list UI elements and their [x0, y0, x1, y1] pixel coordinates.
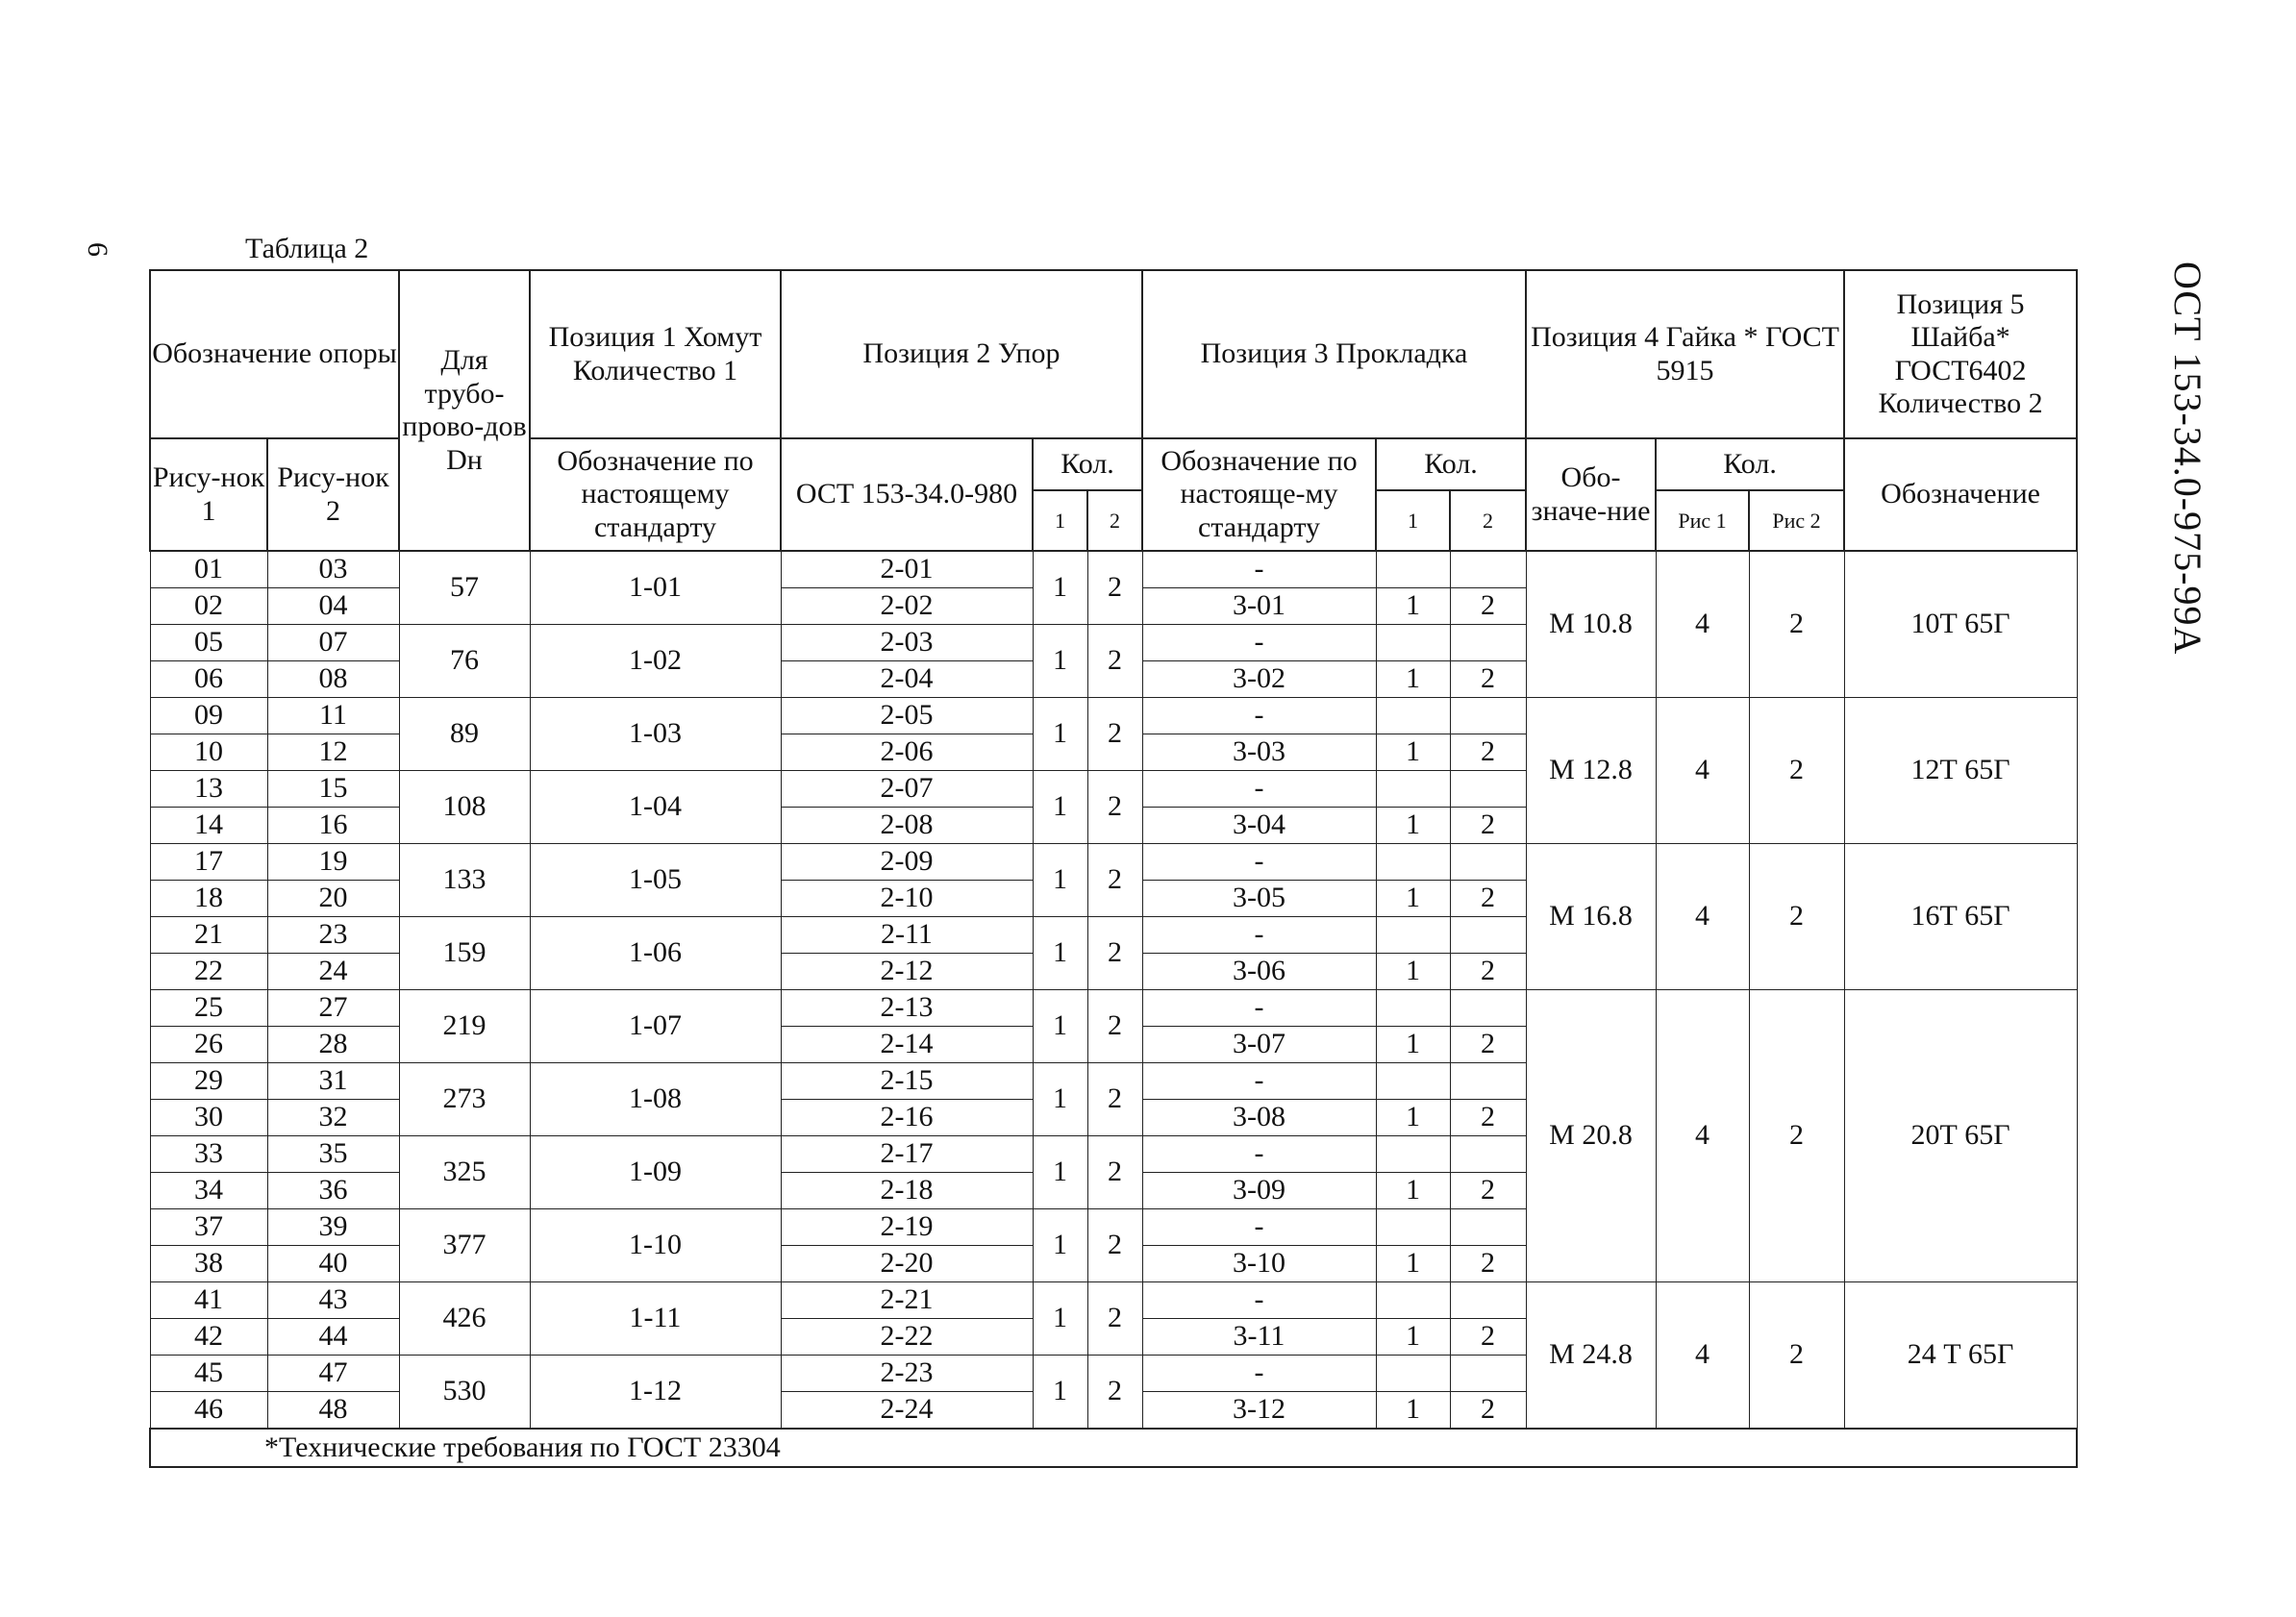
footnote: *Технические требования по ГОСТ 23304 [150, 1429, 2077, 1467]
cell-pos3-kol-1: 1 [1376, 588, 1450, 625]
cell-pos4-ris2: 2 [1749, 551, 1844, 698]
cell-pos3: - [1142, 771, 1376, 808]
cell-pos2-kol-1: 1 [1033, 625, 1087, 698]
cell-pos3-kol-1: 1 [1376, 734, 1450, 771]
cell-pos2: 2-18 [781, 1173, 1033, 1209]
cell-pos2-kol-1: 1 [1033, 1209, 1087, 1282]
cell-risunok-2: 15 [267, 771, 399, 808]
table-row [150, 1282, 2077, 1319]
cell-pos3: - [1142, 1136, 1376, 1173]
cell-pos3: 3-12 [1142, 1392, 1376, 1430]
cell-dn: 377 [399, 1209, 530, 1282]
cell-pos2: 2-16 [781, 1100, 1033, 1136]
cell-pos1: 1-06 [530, 917, 781, 990]
cell-pos3-kol-2: 2 [1450, 734, 1526, 771]
cell-pos2-kol-2: 2 [1087, 1282, 1142, 1356]
cell-pos2: 2-12 [781, 954, 1033, 990]
cell-pos4-oboz: М 16.8 [1526, 844, 1656, 990]
cell-risunok-1: 01 [150, 551, 267, 588]
cell-risunok-1: 10 [150, 734, 267, 771]
cell-pos2: 2-15 [781, 1063, 1033, 1100]
cell-pos2: 2-24 [781, 1392, 1033, 1430]
cell-risunok-2: 12 [267, 734, 399, 771]
header-pos3-kol: Кол. [1376, 438, 1526, 490]
cell-pos5-oboz: 16Т 65Г [1844, 844, 2077, 990]
header-pos2-ost: ОСТ 153-34.0-980 [781, 438, 1033, 551]
cell-pos4-ris2: 2 [1749, 698, 1844, 844]
cell-pos3-kol-2 [1450, 917, 1526, 954]
header-pos3-oboz: Обозначение по настояще-му стандарту [1142, 438, 1376, 551]
cell-pos3-kol-1 [1376, 625, 1450, 661]
table-row [150, 844, 2077, 881]
cell-dn: 325 [399, 1136, 530, 1209]
cell-pos2-kol-2: 2 [1087, 1209, 1142, 1282]
cell-pos1: 1-07 [530, 990, 781, 1063]
cell-pos1: 1-11 [530, 1282, 781, 1356]
cell-pos2: 2-21 [781, 1282, 1033, 1319]
header-pos1: Позиция 1 Хомут Количество 1 [530, 270, 781, 438]
cell-pos2: 2-11 [781, 917, 1033, 954]
cell-pos3: 3-01 [1142, 588, 1376, 625]
cell-pos4-ris2: 2 [1749, 990, 1844, 1282]
cell-pos2-kol-1: 1 [1033, 1356, 1087, 1430]
cell-pos3-kol-1 [1376, 771, 1450, 808]
cell-pos2: 2-19 [781, 1209, 1033, 1246]
cell-pos4-ris1: 4 [1656, 698, 1749, 844]
cell-pos1: 1-05 [530, 844, 781, 917]
cell-risunok-2: 32 [267, 1100, 399, 1136]
cell-pos2: 2-23 [781, 1356, 1033, 1392]
cell-pos3: - [1142, 1209, 1376, 1246]
cell-pos2-kol-1: 1 [1033, 698, 1087, 771]
cell-pos3: 3-05 [1142, 881, 1376, 917]
header-pos3-kol-2: 2 [1450, 490, 1526, 551]
cell-risunok-1: 18 [150, 881, 267, 917]
cell-pos4-oboz: М 24.8 [1526, 1282, 1656, 1430]
cell-pos2-kol-2: 2 [1087, 917, 1142, 990]
cell-pos5-oboz: 10Т 65Г [1844, 551, 2077, 698]
header-risunok-2: Рису-нок 2 [267, 438, 399, 551]
header-pos5: Позиция 5 Шайба* ГОСТ6402 Количество 2 [1844, 270, 2077, 438]
cell-risunok-2: 24 [267, 954, 399, 990]
cell-pos3: 3-08 [1142, 1100, 1376, 1136]
header-pos4: Позиция 4 Гайка * ГОСТ 5915 [1526, 270, 1844, 438]
cell-risunok-2: 43 [267, 1282, 399, 1319]
cell-pos4-ris1: 4 [1656, 1282, 1749, 1430]
cell-risunok-2: 03 [267, 551, 399, 588]
cell-pos2: 2-07 [781, 771, 1033, 808]
cell-pos2-kol-2: 2 [1087, 1136, 1142, 1209]
cell-pos3-kol-1 [1376, 1136, 1450, 1173]
cell-pos3-kol-2: 2 [1450, 588, 1526, 625]
cell-pos2-kol-1: 1 [1033, 844, 1087, 917]
cell-pos1: 1-10 [530, 1209, 781, 1282]
cell-risunok-2: 35 [267, 1136, 399, 1173]
cell-pos2-kol-2: 2 [1087, 990, 1142, 1063]
cell-pos5-oboz: 24 Т 65Г [1844, 1282, 2077, 1430]
cell-pos3-kol-1: 1 [1376, 954, 1450, 990]
cell-risunok-1: 46 [150, 1392, 267, 1430]
header-pos3: Позиция 3 Прокладка [1142, 270, 1526, 438]
cell-pos3-kol-1 [1376, 551, 1450, 588]
cell-risunok-2: 47 [267, 1356, 399, 1392]
cell-pos2-kol-1: 1 [1033, 551, 1087, 625]
header-risunok-1: Рису-нок 1 [150, 438, 267, 551]
cell-dn: 89 [399, 698, 530, 771]
cell-pos3-kol-1 [1376, 990, 1450, 1027]
cell-pos3-kol-2: 2 [1450, 881, 1526, 917]
header-pos4-oboz: Обо-значе-ние [1526, 438, 1656, 551]
cell-pos3-kol-1 [1376, 917, 1450, 954]
table-row [150, 990, 2077, 1027]
cell-dn: 426 [399, 1282, 530, 1356]
cell-pos3: 3-06 [1142, 954, 1376, 990]
cell-pos3-kol-2: 2 [1450, 1173, 1526, 1209]
cell-pos2: 2-03 [781, 625, 1033, 661]
cell-risunok-2: 08 [267, 661, 399, 698]
cell-pos2: 2-04 [781, 661, 1033, 698]
cell-pos3: - [1142, 1063, 1376, 1100]
cell-pos3-kol-1 [1376, 698, 1450, 734]
cell-dn: 273 [399, 1063, 530, 1136]
cell-pos3: - [1142, 1356, 1376, 1392]
cell-pos2: 2-05 [781, 698, 1033, 734]
cell-pos2-kol-2: 2 [1087, 698, 1142, 771]
cell-pos1: 1-03 [530, 698, 781, 771]
cell-risunok-1: 13 [150, 771, 267, 808]
cell-pos4-oboz: М 12.8 [1526, 698, 1656, 844]
cell-dn: 159 [399, 917, 530, 990]
cell-pos2: 2-08 [781, 808, 1033, 844]
cell-pos3-kol-1 [1376, 844, 1450, 881]
cell-pos3: - [1142, 844, 1376, 881]
cell-pos2-kol-2: 2 [1087, 625, 1142, 698]
specification-table [149, 269, 2078, 1468]
cell-pos1: 1-04 [530, 771, 781, 844]
cell-risunok-1: 06 [150, 661, 267, 698]
cell-pos3-kol-2 [1450, 990, 1526, 1027]
cell-risunok-1: 42 [150, 1319, 267, 1356]
cell-risunok-1: 17 [150, 844, 267, 881]
cell-dn: 530 [399, 1356, 530, 1430]
header-pos2-kol: Кол. [1033, 438, 1142, 490]
cell-dn: 57 [399, 551, 530, 625]
table-body [150, 551, 2077, 1429]
cell-pos3: 3-04 [1142, 808, 1376, 844]
cell-risunok-2: 28 [267, 1027, 399, 1063]
cell-pos2: 2-14 [781, 1027, 1033, 1063]
cell-dn: 133 [399, 844, 530, 917]
cell-pos3-kol-2: 2 [1450, 1246, 1526, 1282]
cell-pos3: 3-02 [1142, 661, 1376, 698]
cell-risunok-1: 38 [150, 1246, 267, 1282]
cell-pos4-ris1: 4 [1656, 844, 1749, 990]
cell-risunok-2: 44 [267, 1319, 399, 1356]
cell-risunok-2: 39 [267, 1209, 399, 1246]
cell-pos3-kol-1: 1 [1376, 1319, 1450, 1356]
cell-pos2: 2-17 [781, 1136, 1033, 1173]
cell-pos3-kol-1: 1 [1376, 661, 1450, 698]
cell-pos4-ris2: 2 [1749, 844, 1844, 990]
cell-risunok-1: 30 [150, 1100, 267, 1136]
cell-risunok-2: 27 [267, 990, 399, 1027]
cell-pos2: 2-22 [781, 1319, 1033, 1356]
cell-pos2: 2-09 [781, 844, 1033, 881]
cell-pos1: 1-01 [530, 551, 781, 625]
cell-pos2-kol-1: 1 [1033, 1063, 1087, 1136]
cell-pos3-kol-2 [1450, 1136, 1526, 1173]
cell-pos3: 3-10 [1142, 1246, 1376, 1282]
cell-pos3-kol-2 [1450, 551, 1526, 588]
cell-pos2: 2-02 [781, 588, 1033, 625]
cell-pos3-kol-2: 2 [1450, 808, 1526, 844]
page-number: 6 [82, 242, 113, 257]
cell-risunok-2: 40 [267, 1246, 399, 1282]
cell-pos3-kol-2 [1450, 625, 1526, 661]
cell-risunok-1: 33 [150, 1136, 267, 1173]
cell-pos1: 1-12 [530, 1356, 781, 1430]
cell-pos3-kol-2 [1450, 1063, 1526, 1100]
cell-pos3: - [1142, 551, 1376, 588]
cell-pos2-kol-1: 1 [1033, 990, 1087, 1063]
cell-pos4-ris2: 2 [1749, 1282, 1844, 1430]
cell-dn: 108 [399, 771, 530, 844]
cell-risunok-1: 34 [150, 1173, 267, 1209]
header-pos2-kol-2: 2 [1087, 490, 1142, 551]
cell-risunok-1: 25 [150, 990, 267, 1027]
cell-pos3-kol-2: 2 [1450, 1027, 1526, 1063]
header-pos2-kol-1: 1 [1033, 490, 1087, 551]
cell-risunok-1: 09 [150, 698, 267, 734]
cell-risunok-1: 02 [150, 588, 267, 625]
cell-pos2: 2-06 [781, 734, 1033, 771]
cell-pos2: 2-10 [781, 881, 1033, 917]
cell-pos3: - [1142, 1282, 1376, 1319]
cell-pos1: 1-08 [530, 1063, 781, 1136]
cell-pos2-kol-1: 1 [1033, 917, 1087, 990]
cell-risunok-2: 16 [267, 808, 399, 844]
cell-risunok-2: 48 [267, 1392, 399, 1430]
header-pos1-oboz: Обозначение по настоящему стандарту [530, 438, 781, 551]
cell-pos3-kol-2 [1450, 844, 1526, 881]
header-oboznachenie-opory: Обозначение опоры [150, 270, 399, 438]
document-code: ОСТ 153-34.0-975-99А [2166, 261, 2209, 656]
cell-pos4-oboz: М 20.8 [1526, 990, 1656, 1282]
cell-risunok-1: 14 [150, 808, 267, 844]
cell-pos3: 3-03 [1142, 734, 1376, 771]
cell-risunok-1: 41 [150, 1282, 267, 1319]
table-row [150, 551, 2077, 588]
cell-risunok-1: 29 [150, 1063, 267, 1100]
header-dn: Для трубо-прово-дов Dн [399, 270, 530, 551]
cell-risunok-2: 36 [267, 1173, 399, 1209]
cell-pos3: 3-09 [1142, 1173, 1376, 1209]
cell-risunok-2: 04 [267, 588, 399, 625]
header-pos4-kol: Кол. [1656, 438, 1844, 490]
cell-pos3: - [1142, 698, 1376, 734]
cell-pos3-kol-1: 1 [1376, 881, 1450, 917]
cell-pos2-kol-2: 2 [1087, 1356, 1142, 1430]
cell-pos3-kol-2: 2 [1450, 1100, 1526, 1136]
cell-risunok-2: 07 [267, 625, 399, 661]
cell-pos3: - [1142, 625, 1376, 661]
cell-pos3-kol-1 [1376, 1209, 1450, 1246]
header-pos4-ris2: Рис 2 [1749, 490, 1844, 551]
cell-pos3-kol-2 [1450, 698, 1526, 734]
cell-pos4-oboz: М 10.8 [1526, 551, 1656, 698]
cell-pos3-kol-1: 1 [1376, 1100, 1450, 1136]
cell-risunok-2: 19 [267, 844, 399, 881]
cell-pos3-kol-2: 2 [1450, 954, 1526, 990]
cell-pos5-oboz: 20Т 65Г [1844, 990, 2077, 1282]
cell-pos3-kol-2: 2 [1450, 661, 1526, 698]
cell-pos2: 2-13 [781, 990, 1033, 1027]
header-pos3-kol-1: 1 [1376, 490, 1450, 551]
cell-pos3-kol-1: 1 [1376, 1027, 1450, 1063]
cell-pos2: 2-01 [781, 551, 1033, 588]
cell-pos3-kol-2 [1450, 771, 1526, 808]
table-row [150, 698, 2077, 734]
header-pos5-oboz: Обозначение [1844, 438, 2077, 551]
cell-pos3-kol-2 [1450, 1356, 1526, 1392]
cell-pos3-kol-2: 2 [1450, 1392, 1526, 1430]
cell-pos3: - [1142, 917, 1376, 954]
cell-pos1: 1-02 [530, 625, 781, 698]
cell-pos3: - [1142, 990, 1376, 1027]
cell-pos4-ris1: 4 [1656, 990, 1749, 1282]
cell-pos2-kol-1: 1 [1033, 771, 1087, 844]
cell-risunok-1: 37 [150, 1209, 267, 1246]
cell-pos5-oboz: 12Т 65Г [1844, 698, 2077, 844]
cell-pos3: 3-11 [1142, 1319, 1376, 1356]
cell-pos3-kol-1: 1 [1376, 808, 1450, 844]
cell-pos2-kol-1: 1 [1033, 1282, 1087, 1356]
cell-pos2-kol-2: 2 [1087, 1063, 1142, 1136]
cell-pos2-kol-2: 2 [1087, 844, 1142, 917]
cell-risunok-2: 20 [267, 881, 399, 917]
cell-pos1: 1-09 [530, 1136, 781, 1209]
cell-risunok-1: 26 [150, 1027, 267, 1063]
cell-risunok-1: 22 [150, 954, 267, 990]
cell-risunok-2: 11 [267, 698, 399, 734]
cell-risunok-2: 23 [267, 917, 399, 954]
cell-pos3-kol-1 [1376, 1282, 1450, 1319]
cell-pos2-kol-2: 2 [1087, 771, 1142, 844]
table-caption: Таблица 2 [245, 233, 369, 264]
cell-pos2: 2-20 [781, 1246, 1033, 1282]
cell-risunok-1: 05 [150, 625, 267, 661]
cell-pos3-kol-2: 2 [1450, 1319, 1526, 1356]
cell-risunok-1: 45 [150, 1356, 267, 1392]
cell-pos3-kol-1: 1 [1376, 1173, 1450, 1209]
header-pos4-ris1: Рис 1 [1656, 490, 1749, 551]
cell-pos2-kol-1: 1 [1033, 1136, 1087, 1209]
cell-dn: 76 [399, 625, 530, 698]
header-pos2: Позиция 2 Упор [781, 270, 1142, 438]
cell-risunok-1: 21 [150, 917, 267, 954]
cell-pos3-kol-1 [1376, 1063, 1450, 1100]
cell-pos3: 3-07 [1142, 1027, 1376, 1063]
cell-risunok-2: 31 [267, 1063, 399, 1100]
cell-pos3-kol-2 [1450, 1209, 1526, 1246]
cell-pos3-kol-2 [1450, 1282, 1526, 1319]
cell-pos3-kol-1 [1376, 1356, 1450, 1392]
cell-pos4-ris1: 4 [1656, 551, 1749, 698]
cell-pos3-kol-1: 1 [1376, 1246, 1450, 1282]
cell-dn: 219 [399, 990, 530, 1063]
cell-pos3-kol-1: 1 [1376, 1392, 1450, 1430]
cell-pos2-kol-2: 2 [1087, 551, 1142, 625]
